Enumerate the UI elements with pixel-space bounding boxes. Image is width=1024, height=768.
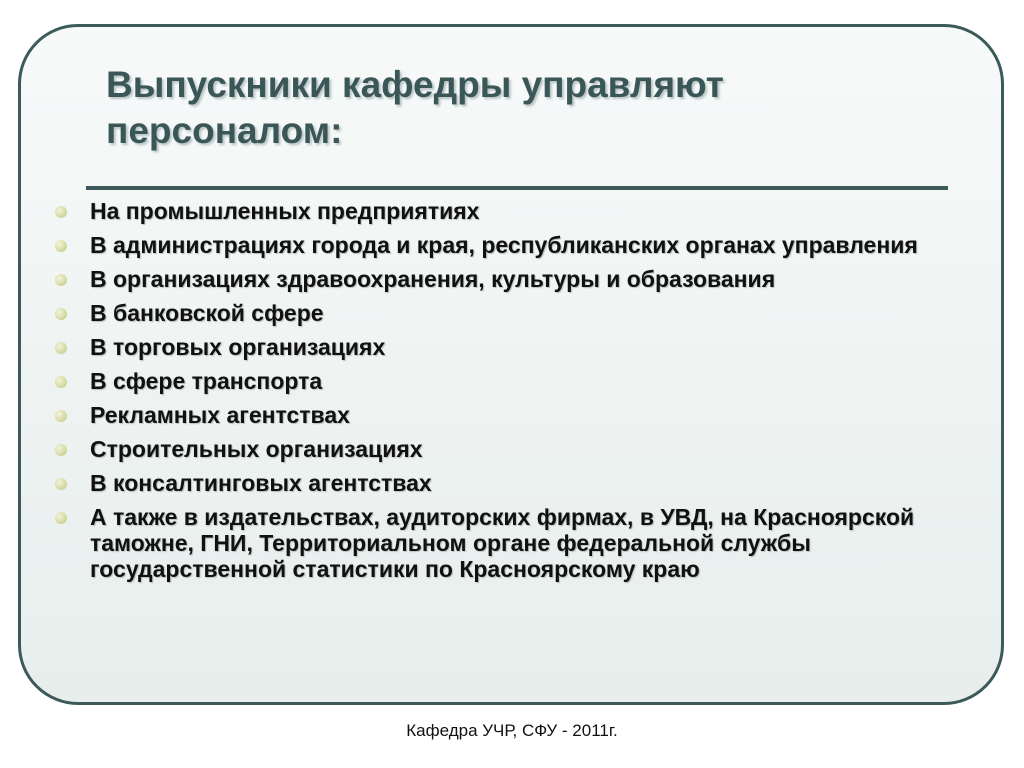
bullet-icon (55, 376, 67, 388)
bullet-icon (55, 410, 67, 422)
list-item (52, 232, 952, 258)
list-item (52, 198, 952, 224)
title-divider (86, 186, 948, 190)
list-item (52, 402, 952, 428)
list-item-text: В администрациях города и края, республиканских органах управления (90, 232, 918, 258)
list-item-text: В сфере транспорта (90, 368, 323, 394)
bullet-icon (55, 206, 67, 218)
list-item (52, 436, 952, 462)
list-item-text: В консалтинговых агентствах (90, 470, 432, 496)
list-item (52, 334, 952, 360)
list-item-text: А также в издательствах, аудиторских фирмах, в УВД, на Красноярской таможне, ГНИ, Территориальном органе федеральной службы государственной статистики по Красноярскому краю (90, 504, 915, 582)
slide-title: Выпускники кафедры управляют персоналом: (106, 64, 724, 151)
slide-footer: Кафедра УЧР, СФУ - 2011г. (406, 721, 618, 740)
bullet-icon (55, 478, 67, 490)
list-item (52, 470, 952, 496)
bullet-icon (55, 274, 67, 286)
bullet-icon (55, 240, 67, 252)
list-item-text: В банковской сфере (90, 300, 324, 326)
list-item (52, 266, 952, 292)
bullet-icon (55, 308, 67, 320)
list-item-text: В организациях здравоохранения, культуры и образования (90, 266, 776, 292)
bullet-icon (55, 512, 67, 524)
list-item-text: В торговых организациях (90, 334, 386, 360)
list-item (52, 504, 952, 582)
list-item (52, 368, 952, 394)
list-item-text: Рекламных агентствах (90, 402, 350, 428)
bullet-list (52, 198, 952, 590)
bullet-icon (55, 444, 67, 456)
list-item-text: Строительных организациях (90, 436, 423, 462)
list-item-text: На промышленных предприятиях (90, 198, 480, 224)
bullet-icon (55, 342, 67, 354)
list-item (52, 300, 952, 326)
